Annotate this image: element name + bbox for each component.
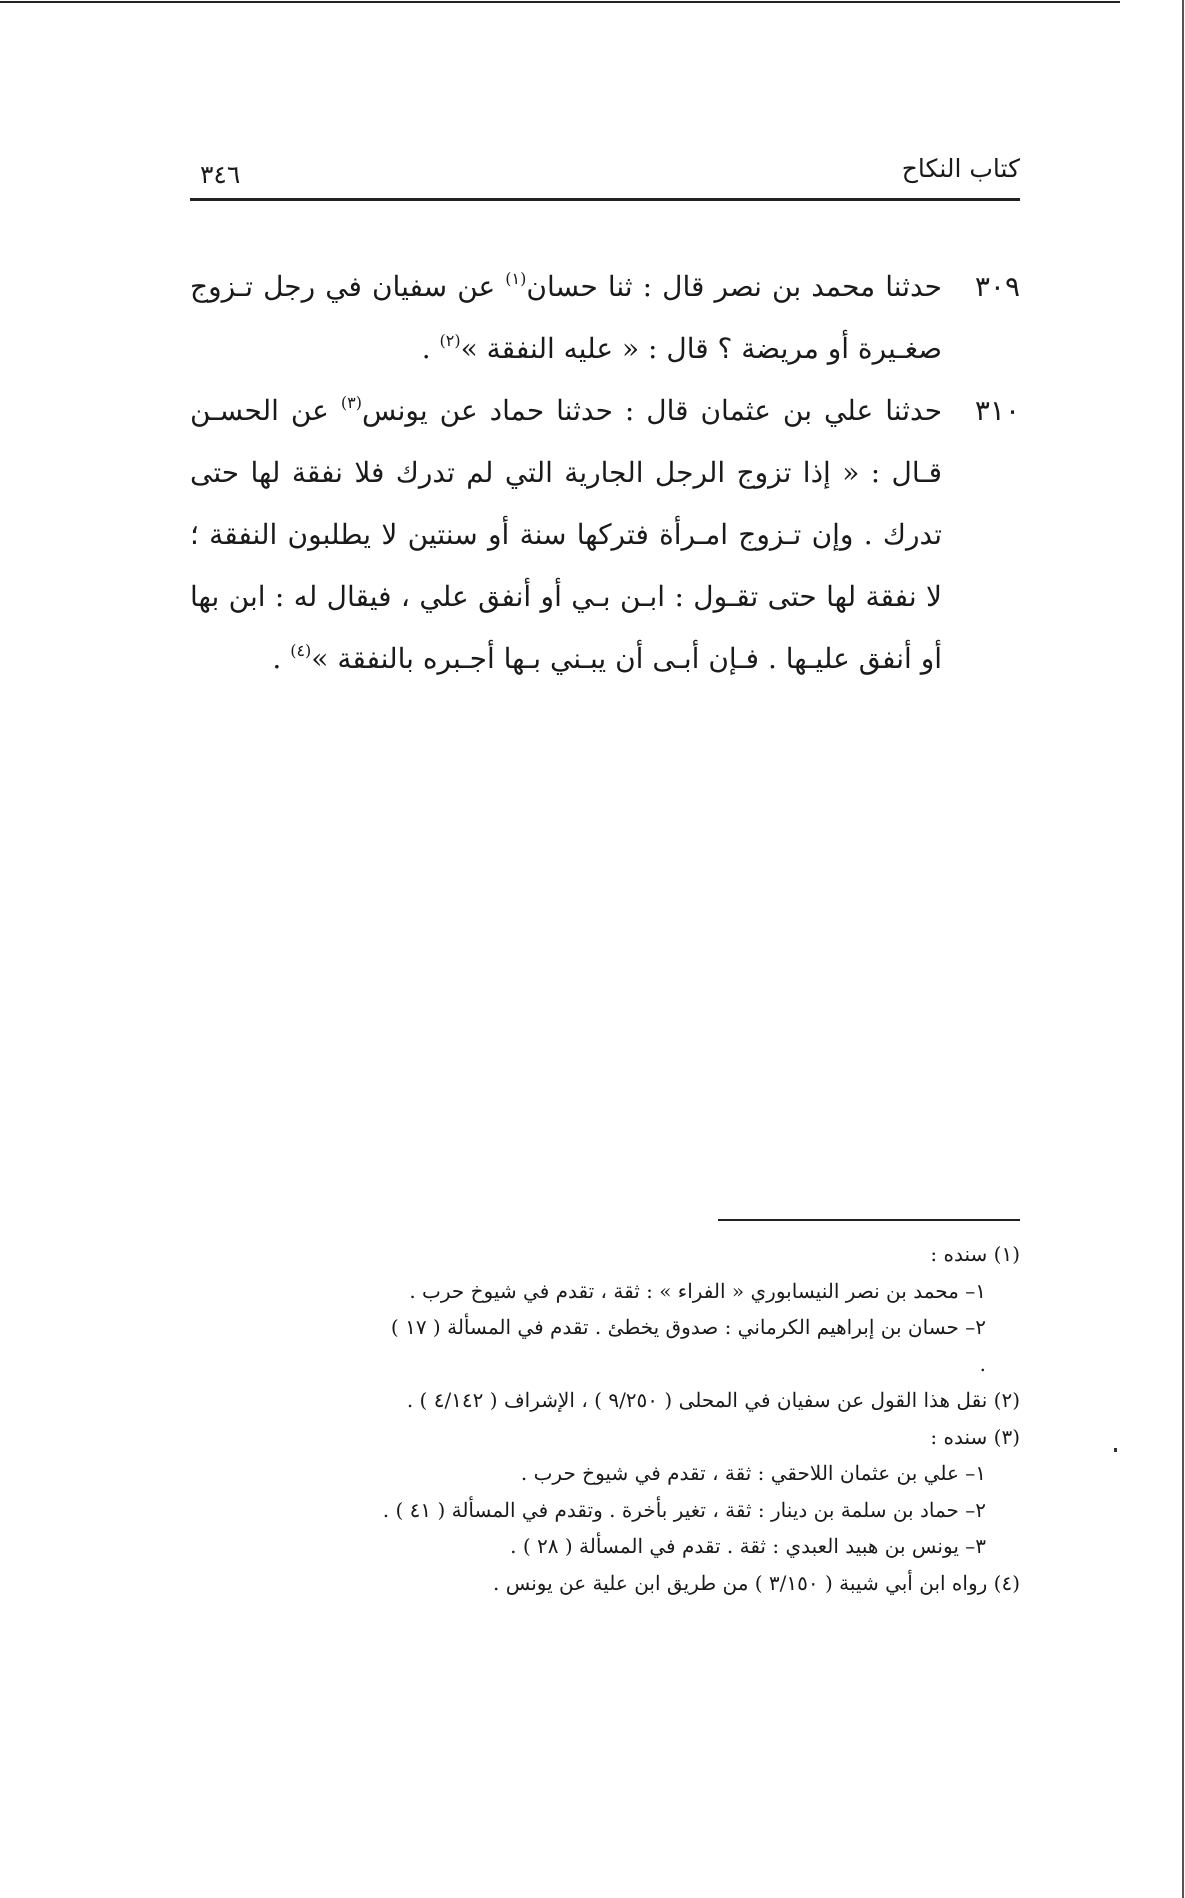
footnote-line: (٤) رواه ابن أبي شيبة ( ٣/١٥٠ ) من طريق ابن علية عن يونس . (492, 1570, 1020, 1595)
entry-text-segment: . (421, 332, 440, 365)
page-number: ٣٤٦ (200, 160, 241, 189)
entry-number: ٣١٠ (974, 394, 1020, 427)
entry-text-segment: حدثنا محمد بن نصر قال : ثنا حسان (526, 270, 942, 303)
entry-number: ٣٠٩ (974, 270, 1020, 303)
entry-text-segment: عن سفيان في رجل تـزوج صغـيرة أو مريضة ؟ قال : « عليه النفقة » (190, 270, 942, 365)
footnotes (380, 1236, 1020, 1601)
page-header (190, 150, 1020, 201)
footnote-ref: (١) (505, 269, 527, 288)
footnote-line: (٣) سنده : (930, 1424, 1020, 1449)
entry-309 (190, 256, 1020, 380)
footnote-ref: (٣) (340, 393, 362, 412)
entry-text-segment: عن الحسـن قـال : « إذا تزوج الرجل الجارية التي لم تدرك فلا نفقة لها حتى تدرك . وإن تـزوج امـرأة فتركها سنة أو سنتين لا يطلبون النفقة ؛ لا نفقة لها حتى تقـول : ابـن بـي أو أنفق علي ، فيقال له : ابن بها أو أنفق عليـها . فـإن أبـى أن يبـني بـها أجـبره بالنفقة » (190, 394, 942, 675)
entry-text-segment: حدثنا علي بن عثمان قال : حدثنا حماد عن يونس (361, 394, 943, 427)
print-speck (1114, 1448, 1117, 1452)
footnote-line: ١– علي بن عثمان اللاحقي : ثقة ، تقدم في شيوخ حرب . (520, 1461, 986, 1485)
footnote-line: ١– محمد بن نصر النيسابوري « الفراء » : ثقة ، تقدم في شيوخ حرب . (409, 1278, 986, 1303)
footnote-line: (١) سنده : (930, 1242, 1020, 1266)
entry-310 (190, 380, 1020, 690)
footnote-line: ٢– حماد بن سلمة بن دينار : ثقة ، تغير بأخرة . وتقدم في المسألة ( ٤١ ) . (382, 1497, 986, 1522)
right-edge-rule (1182, 0, 1184, 1898)
footnote-ref: (٤) (290, 641, 312, 660)
entry-text (190, 256, 942, 380)
footnote-line: (٢) نقل هذا القول عن سفيان في المحلى ( ٩/٢٥٠ ) ، الإشراف ( ٤/١٤٢ ) . (406, 1388, 1020, 1412)
footnote-line: ٢– حسان بن إبراهيم الكرماني : صدوق يخطئ . تقدم في المسألة ( ١٧ ) . (390, 1315, 986, 1376)
top-edge-rule (0, 1, 1120, 3)
entry-text (190, 380, 942, 690)
footnote-line: ٣– يونس بن هبيد العبدي : ثقة . تقدم في المسألة ( ٢٨ ) . (510, 1534, 986, 1558)
footnote-ref: (٢) (439, 331, 461, 350)
entry-text-segment: . (272, 642, 291, 675)
book-title: كتاب النكاح (901, 154, 1020, 183)
footnote-separator (718, 1219, 1020, 1221)
